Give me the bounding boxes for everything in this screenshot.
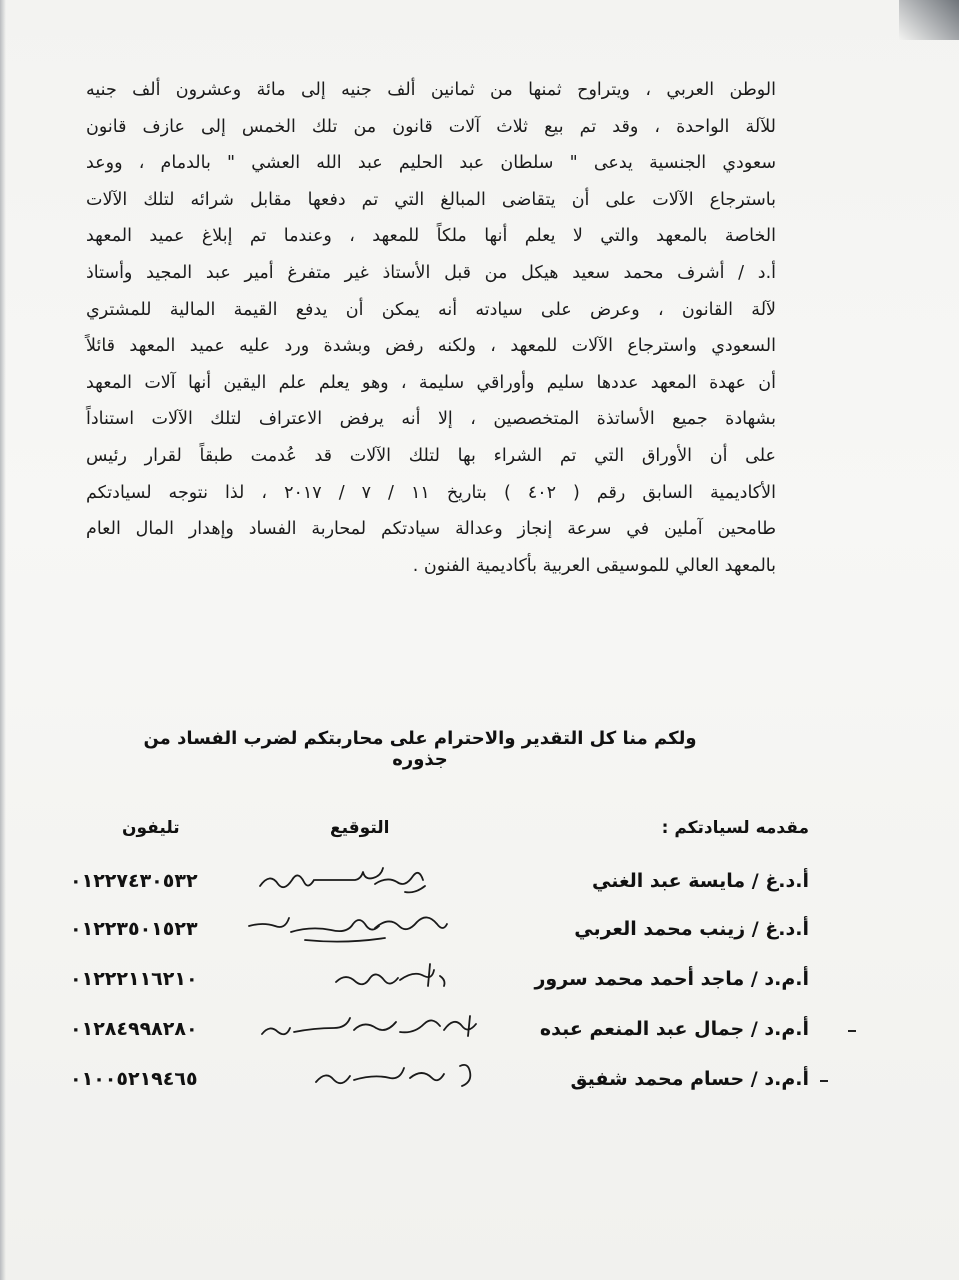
signatory-row xyxy=(0,912,959,956)
body-line: أ.د / أشرف محمد سعيد هيكل من قبل الأستاذ غير متفرغ أمير عبد المجيد وأستاذ xyxy=(86,262,776,283)
body-line: بالمعهد العالي للموسيقى العربية بأكاديمية الفنون . xyxy=(412,555,776,576)
phone-column-header: تليفون xyxy=(122,818,180,838)
handwritten-signature xyxy=(255,858,445,902)
body-line: لآلة القانون ، وعرض على سيادته أنه يمكن أن يدفع القيمة المالية للمشتري xyxy=(86,299,776,320)
body-line: أن عهدة المعهد عددها سليم وأوراقي سليمة ، وهو يعلم علم اليقين أنها آلات المعهد xyxy=(86,372,776,393)
signatory-name: أ.م.د / ماجد أحمد محمد سرور xyxy=(534,968,809,990)
letter-body xyxy=(86,72,776,584)
signatory-phone: ٠١٢٢٧٤٣٠٥٣٢ xyxy=(70,870,198,892)
closing-salutation: ولكم منا كل التقدير والاحترام على محاربتكم لضرب الفساد من جذوره xyxy=(143,728,697,770)
body-line: طامحين آملين في سرعة إنجاز وعدالة سيادتكم لمحاربة الفساد وإهدار المال العام xyxy=(86,519,776,540)
page-corner-shadow xyxy=(899,0,959,40)
handwritten-signature xyxy=(258,1006,488,1050)
signatory-name: أ.م.د / حسام محمد شفيق xyxy=(570,1068,809,1090)
signatory-name: أ.م.د / جمال عبد المنعم عبده xyxy=(539,1018,809,1040)
body-line: على أن الأوراق التي تم الشراء بها لتلك الآلات قد عُدمت طبقاً لقرار رئيس xyxy=(86,445,776,466)
body-line: باسترجاع الآلات على أن يتقاضى المبالغ التي تم دفعها مقابل شرائه لتلك الآلات xyxy=(86,189,776,210)
body-line: بشهادة جميع الأساتذة المتخصصين ، إلا أنه يرفض الاعتراف لتلك الآلات استناداً xyxy=(86,409,776,430)
signatory-name: أ.د.غ / زينب محمد العربي xyxy=(574,918,809,940)
body-line: السعودي واسترجاع الآلات للمعهد ، ولكنه رفض وبشدة ورد عليه عميد المعهد قائلاً xyxy=(86,336,776,357)
signature-column-header: التوقيع xyxy=(330,818,390,838)
handwritten-signature xyxy=(245,906,455,950)
signatory-row xyxy=(0,864,959,908)
margin-mark xyxy=(820,1080,828,1082)
submitted-by-label: مقدمه لسيادتكم : xyxy=(661,818,809,838)
handwritten-signature xyxy=(310,1056,490,1100)
signatory-row xyxy=(0,962,959,1006)
body-line: سعودي الجنسية يدعى " سلطان عبد الحليم عبد الله العشي " بالدمام ، ووعد xyxy=(86,153,776,174)
signatory-phone: ٠١٢٢٣٥٠١٥٢٣ xyxy=(70,918,198,940)
body-line: الوطن العربي ، ويتراوح ثمنها من ثمانين ألف جنيه إلى مائة وعشرون ألف جنيه xyxy=(86,80,776,100)
signatory-name: أ.د.غ / مايسة عبد الغني xyxy=(591,870,809,892)
handwritten-signature xyxy=(330,956,450,1000)
margin-mark xyxy=(848,1030,856,1032)
signatory-row xyxy=(0,1012,959,1056)
signatory-phone: ٠١٠٠٥٢١٩٤٦٥ xyxy=(70,1068,198,1090)
body-line: الأكاديمية السابق رقم ( ٤٠٢ ) بتاريخ ١١ / ٧ / ٢٠١٧ ، لذا نتوجه لسيادتكم xyxy=(86,482,776,503)
signatory-phone: ٠١٢٨٤٩٩٨٢٨٠ xyxy=(70,1018,198,1040)
signatory-phone: ٠١٢٢٢١١٦٢١٠ xyxy=(70,968,198,990)
signatory-row xyxy=(0,1062,959,1106)
body-line: للآلة الواحدة ، وقد تم بيع ثلاث آلات قانون من تلك الخمس إلى عازف قانون xyxy=(86,116,776,137)
body-line: الخاصة بالمعهد والتي لا يعلم أنها ملكاً للمعهد ، وعندما تم إبلاغ عميد المعهد xyxy=(86,226,776,247)
